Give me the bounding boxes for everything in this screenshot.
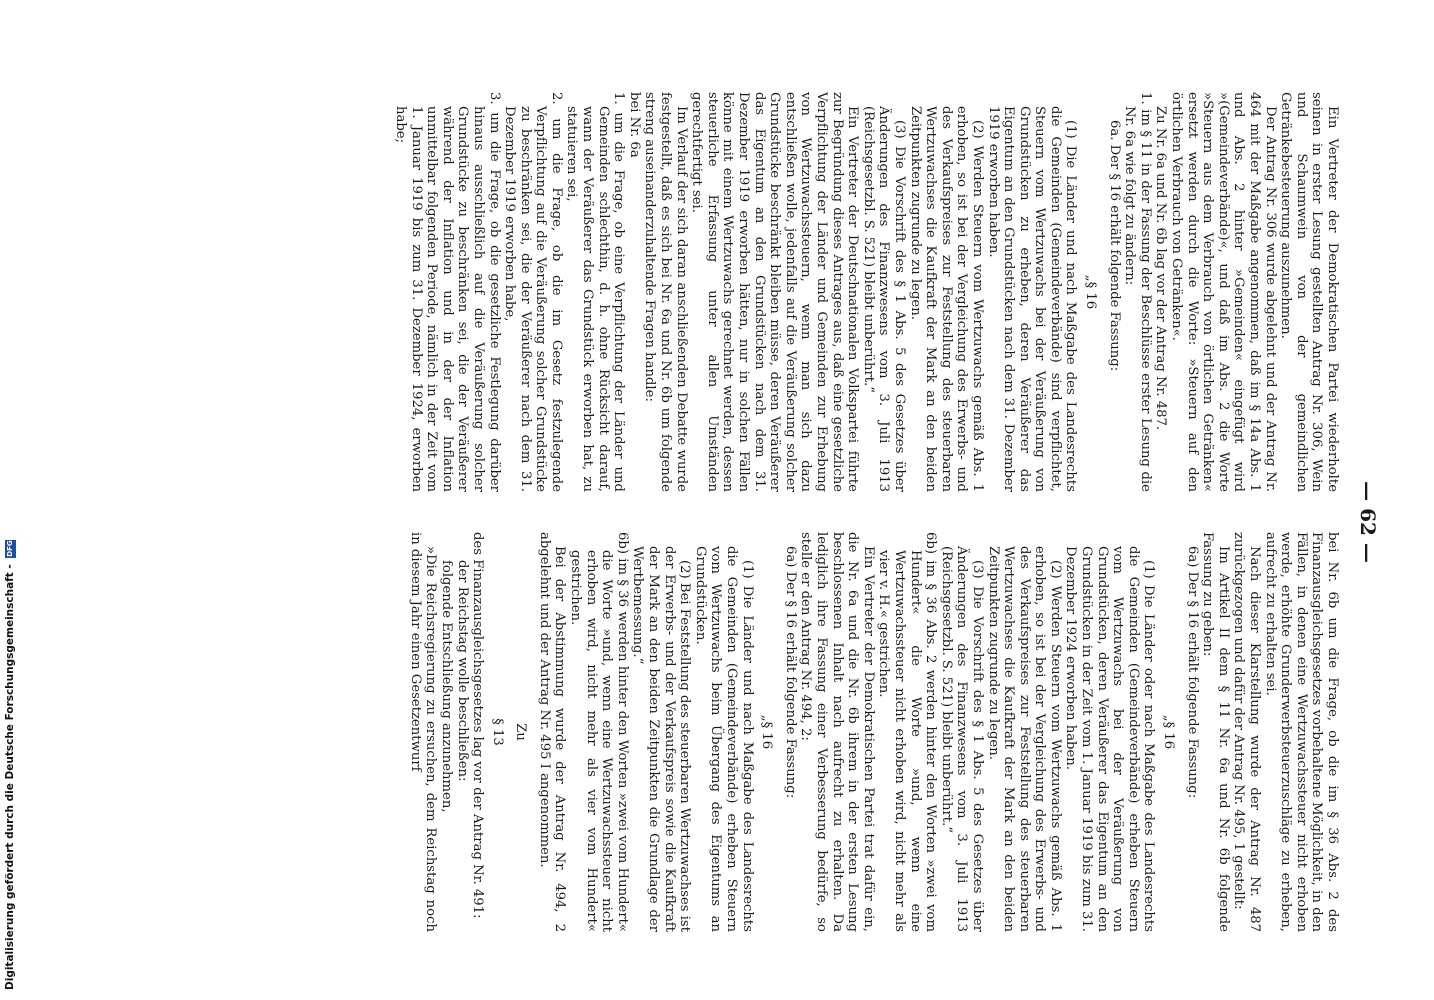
paragraph: Ein Vertreter der Deutschnationalen Volkspartei führte zur Begründung dieses Antrages aus, daß eine gesetzliche Verpflichtung der Länder und Gemeinden zur Erhebung von Wertzuwachssteuern, wenn man sich dazu entschließen wolle, jedenfalls auf die Veräußerung solcher Grundstücke beschränkt bleiben müsse, deren Veräußerer das Eigentum an den Grundstücken nach dem 31. Dezember 1919 erworben hätten, nur in solchen Fällen könne mit einem Wertzuwachs gerechnet werden, dessen steuerliche Erfassung unter allen Umständen gerechtfertigt sei. [689,92,861,492]
paragraph: (3) Die Vorschrift des § 1 Abs. 5 des Gesetzes über Änderungen des Finanzwesens vom 3. Juli 1913 (Reichsgesetzbl. S. 521) bleibt unberührt.“ [938,546,985,932]
paragraph: Im Verlauf der sich daran anschließenden Debatte wurde festgestellt, daß es sich bei Nr. 6a und Nr. 6b um folgende streng auseinanderzuhaltende Fragen handle: [642,92,689,492]
section-heading: § 13 [489,718,505,746]
paragraph: der Reichstag wolle beschließen: [454,560,470,782]
left-column [392,92,1340,492]
paragraph: Zu Nr. 6a und Nr. 6b lag vor der Antrag Nr. 487. [1153,106,1169,431]
paragraph: (1) Die Länder oder nach Maßgabe des Landesrechts die Gemeinden (Gemeindeverbände) erheben Steuern vom Wertzuwachs bei der Veräußerung von Grundstücken, deren Veräußerer das Eigentum an den Grundstücken in der Zeit vom 1. Januar 1919 bis zum 31. Dezember 1924 erworben haben. [1063,546,1157,932]
paragraph: folgende Entschließung anzunehmen, [438,560,454,813]
digitization-credit [4,540,16,990]
paragraph: des Finanzausgleichsgesetzes lag vor der Antrag Nr. 491: [470,532,486,919]
section-heading: „§ 16 [1083,274,1099,310]
list-item: 6b) im § 36 werden hinter den Worten »zwei vom Hundert« die Worte »und, wenn eine Wertzuwachssteuer nicht erhoben wird, nicht mehr als vier vom Hundert« gestrichen. [568,532,630,932]
paragraph: 6a) Der § 16 erhält folgende Fassung: [782,546,798,799]
list-item: 6b) im § 36 Abs. 2 werden hinter den Worten »zwei vom Hundert« die Worte »und, wenn eine Wertzuwachssteuer nicht erhoben wird, nicht mehr als vier v. H.« gestrichen. [876,532,939,932]
paragraph: »Die Reichsregierung zu ersuchen, dem Reichstag noch in diesem Jahr einen Gesetzentwurf [407,532,439,932]
section-heading: „§ 16 [759,714,775,750]
credit-text: Digitalisierung gefördert durch die Deutsche Forschungsgemeinschaft - [4,564,16,990]
list-item: 3. um die Frage, ob die gesetzliche Festlegung darüber hinaus ausschließlich auf die Veräußerung solcher Grundstücke zu beschränken sei, die der Veräußerer während der Inflation und in der der Inflation unmittelbar folgenden Periode, nämlich in der Zeit vom 1. Januar 1919 bis zum 31. Dezember 1924, erworben habe; [392,92,502,492]
paragraph: Bei der Abstimmung wurde der Antrag Nr. 494, 2 abgelehnt und der Antrag Nr. 495 I angenommen. [536,532,568,932]
paragraph: 6a. Der § 16 erhält folgende Fassung: [1106,120,1122,372]
right-column [407,532,1340,932]
list-item: 2. um die Frage, ob die im Gesetz festzulegende Verpflichtung auf die Veräußerung solcher Grundstücke zu beschränken sei, die der Veräußerer nach dem 31. Dezember 1919 erworben habe, [502,92,564,492]
paragraph: Der Antrag Nr. 306 wurde abgelehnt und der Antrag Nr. 464 mit der Maßgabe angenommen, daß im § 14a Abs. 1 und Abs. 2 hinter »Gemeinden« eingefügt wird »(Gemeindeverbände)«, und daß im Abs. 2 die Worte »Steuern aus dem Verbrauch von örtlichen Getränken« ersetzt werden durch die Worte: »Steuern auf den örtlichen Verbrauch von Getränken«. [1169,92,1278,492]
paragraph: 6a) Der § 16 erhält folgende Fassung: [1184,546,1200,799]
paragraph: (2) Bei Feststellung des steuerbaren Wertzuwachses ist der Erwerbs- und der Verkaufspreis sowie die Kaufkraft der Mark an den beiden Zeitpunkten die Grundlage der Wertbemessung.“ [630,546,693,932]
paragraph: Ein Vertreter der Demokratischen Partei wiederholte seinen in erster Lesung gestellten Antrag Nr. 306, Wein und Schaumwein von der gemeindlichen Getränkebesteuerung auszunehmen. [1278,92,1340,492]
paragraph: Ein Vertreter der Demokratischen Partei trat dafür ein, die Nr. 6a und die Nr. 6b ihrem in der ersten Lesung beschlossenen Inhalt nach aufrecht zu erhalten. Da lediglich ihre Fassung einer Verbesserung bedürfe, so stelle er den Antrag Nr. 494, 2: [798,532,876,932]
section-heading: „§ 16 [1161,714,1177,750]
dfg-logo-icon: DFG [5,540,14,557]
paragraph: (2) Werden Steuern vom Wertzuwachs gemäß Abs. 1 erhoben, so ist bei der Vergleichung des Erwerbs- und des Verkaufspreises zur Feststellung des steuerbaren Wertzuwachses die Kaufkraft der Mark an den beiden Zeitpunkten zugrunde zu legen. [985,546,1063,932]
list-item: 1. im § 11 in der Fassung der Beschlüsse erster Lesung die Nr. 6a wie folgt zu ändern: [1122,92,1153,492]
paragraph: Nach dieser Klarstellung wurde der Antrag Nr. 487 zurückgezogen und dafür der Antrag Nr. 495, 1 gestellt: [1231,532,1263,932]
paragraph: (2) Werden Steuern vom Wertzuwachs gemäß Abs. 1 erhoben, so ist bei der Vergleichung des Erwerbs- und des Verkaufspreises zur Feststellung des steuerbaren Wertzuwachses die Kaufkraft der Mark an den beiden Zeitpunkten zugrunde zu legen. [907,106,985,492]
paragraph: bei Nr. 6a [626,92,642,158]
rotated-page-content [80,92,1380,952]
paragraph: (1) Die Länder und nach Maßgabe des Landesrechts die Gemeinden (Gemeindeverbände) sind verpflichtet, Steuern vom Wertzuwachs bei der Veräußerung von Grundstücken zu erheben, deren Veräußerer das Eigentum an den Grundstücken nach dem 31. Dezember 1919 erworben haben. [985,106,1079,492]
paragraph: Zu [513,723,529,741]
list-item: 1. um die Frage, ob eine Verpflichtung der Länder und Gemeinden schlechthin, d. h. ohne Rücksicht darauf, wann der Veräußerer das Grundstück erworben hat, zu statuieren sei, [564,92,627,492]
paragraph: (1) Die Länder und nach Maßgabe des Landesrechts die Gemeinden (Gemeindeverbände) erheben Steuern vom Wertzuwachs beim Übergang des Eigentums an Grundstücken. [692,546,755,932]
paragraph: (3) Die Vorschrift des § 1 Abs. 5 des Gesetzes über Änderungen des Finanzwesens vom 3. Juli 1913 (Reichsgesetzbl. S. 521) bleibt unberührt.“ [860,106,907,492]
page-number: — 62 — [1356,481,1380,563]
paragraph: Im Artikel II dem § 11 Nr. 6a und Nr. 6b folgende Fassung zu geben: [1200,532,1231,932]
paragraph: bei Nr. 6b um die Frage, ob die im § 36 Abs. 2 des Finanzausgleichsgesetzes vorbehaltene Möglichkeit, in den Fällen, in denen eine Wertzuwachssteuer nicht erhoben werde, erhöhte Grunderwerbsteuerzuschläge zu erheben, aufrecht zu erhalten sei. [1262,532,1340,932]
